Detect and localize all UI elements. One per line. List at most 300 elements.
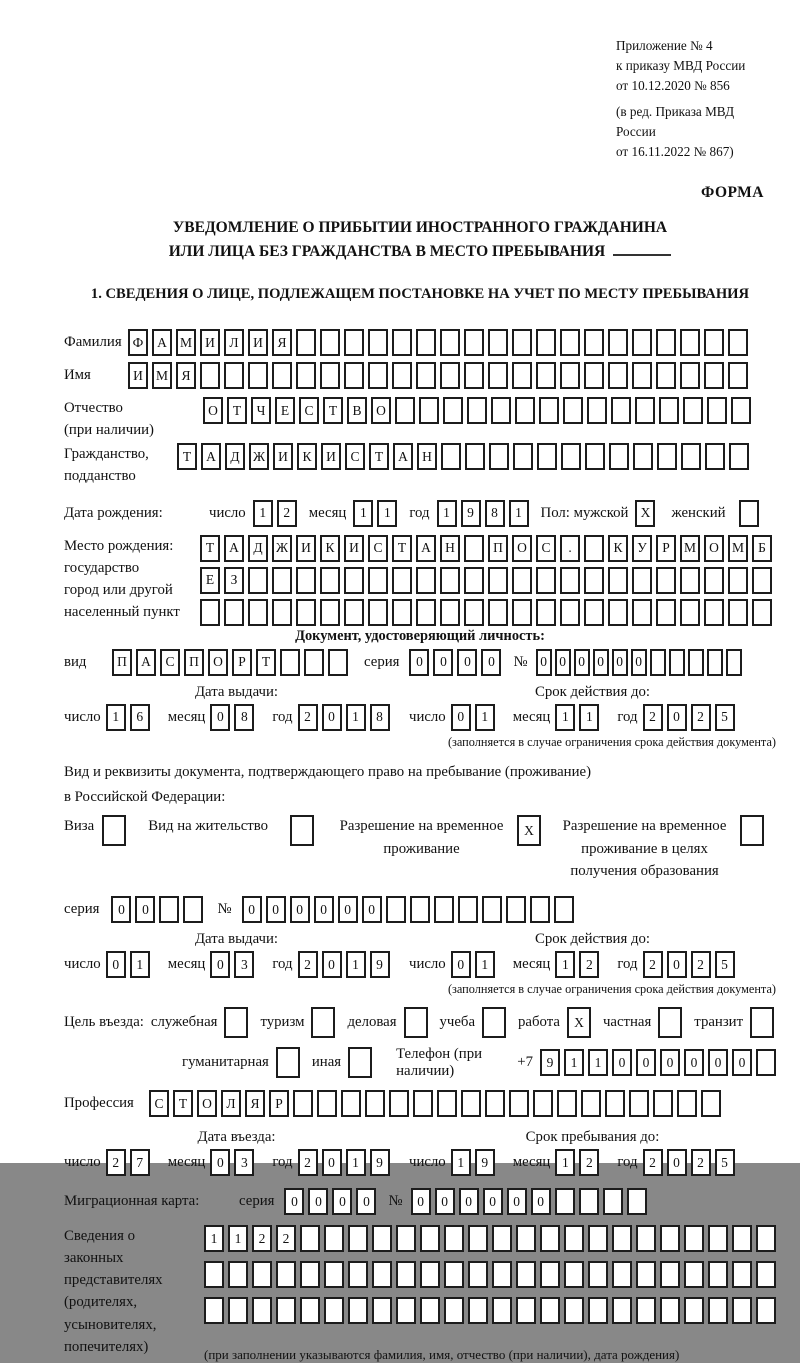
char-box[interactable]: 2 — [691, 951, 711, 978]
char-box[interactable]: 1 — [475, 704, 495, 731]
char-box[interactable] — [248, 567, 268, 594]
char-box[interactable]: 2 — [579, 1149, 599, 1176]
char-box[interactable]: 1 — [346, 951, 366, 978]
char-box[interactable] — [348, 1225, 368, 1252]
char-box[interactable] — [516, 1297, 536, 1324]
char-box[interactable] — [488, 567, 508, 594]
char-box[interactable] — [276, 1297, 296, 1324]
char-box[interactable]: Ч — [251, 397, 271, 424]
char-box[interactable] — [536, 567, 556, 594]
char-box[interactable]: И — [128, 362, 148, 389]
checkbox[interactable] — [290, 815, 314, 846]
char-box[interactable] — [608, 567, 628, 594]
char-box[interactable] — [581, 1090, 601, 1117]
char-box[interactable] — [395, 397, 415, 424]
char-box[interactable] — [540, 1297, 560, 1324]
char-box[interactable]: 0 — [284, 1188, 304, 1215]
char-box[interactable]: М — [152, 362, 172, 389]
char-box[interactable] — [660, 1297, 680, 1324]
char-box[interactable] — [293, 1090, 313, 1117]
char-box[interactable]: 8 — [370, 704, 390, 731]
char-box[interactable] — [681, 443, 701, 470]
char-box[interactable] — [584, 567, 604, 594]
char-box[interactable]: 6 — [130, 704, 150, 731]
char-box[interactable] — [228, 1261, 248, 1288]
char-box[interactable] — [159, 896, 179, 923]
char-box[interactable] — [492, 1297, 512, 1324]
char-box[interactable] — [688, 649, 704, 676]
char-box[interactable]: 9 — [370, 1149, 390, 1176]
char-box[interactable] — [348, 1297, 368, 1324]
char-box[interactable]: А — [152, 329, 172, 356]
char-box[interactable]: 1 — [106, 704, 126, 731]
char-box[interactable]: 2 — [643, 951, 663, 978]
char-box[interactable]: 0 — [210, 951, 230, 978]
char-box[interactable]: 2 — [298, 1149, 318, 1176]
char-box[interactable] — [300, 1261, 320, 1288]
char-box[interactable]: 0 — [555, 649, 571, 676]
char-box[interactable] — [324, 1297, 344, 1324]
char-box[interactable]: 3 — [234, 1149, 254, 1176]
char-box[interactable]: Р — [656, 535, 676, 562]
char-box[interactable] — [636, 1261, 656, 1288]
char-box[interactable] — [276, 1261, 296, 1288]
char-box[interactable]: 0 — [593, 649, 609, 676]
char-box[interactable] — [272, 567, 292, 594]
char-box[interactable]: 0 — [242, 896, 262, 923]
char-box[interactable]: 0 — [684, 1049, 704, 1076]
char-box[interactable]: 0 — [459, 1188, 479, 1215]
char-box[interactable] — [320, 329, 340, 356]
char-box[interactable] — [728, 362, 748, 389]
char-box[interactable] — [300, 1297, 320, 1324]
char-box[interactable] — [392, 599, 412, 626]
char-box[interactable] — [444, 1225, 464, 1252]
char-box[interactable] — [657, 443, 677, 470]
char-box[interactable] — [540, 1225, 560, 1252]
char-box[interactable] — [465, 443, 485, 470]
char-box[interactable] — [564, 1297, 584, 1324]
char-box[interactable]: 1 — [555, 704, 575, 731]
char-box[interactable]: Л — [221, 1090, 241, 1117]
char-box[interactable] — [204, 1297, 224, 1324]
char-box[interactable]: . — [560, 535, 580, 562]
char-box[interactable] — [680, 567, 700, 594]
checkbox[interactable] — [740, 815, 764, 846]
char-box[interactable] — [728, 329, 748, 356]
char-box[interactable] — [704, 567, 724, 594]
char-box[interactable] — [609, 443, 629, 470]
char-box[interactable]: 0 — [451, 704, 471, 731]
char-box[interactable] — [464, 329, 484, 356]
char-box[interactable]: Т — [369, 443, 389, 470]
char-box[interactable]: О — [197, 1090, 217, 1117]
char-box[interactable] — [564, 1261, 584, 1288]
char-box[interactable] — [468, 1225, 488, 1252]
char-box[interactable] — [461, 1090, 481, 1117]
char-box[interactable] — [416, 362, 436, 389]
char-box[interactable] — [707, 649, 723, 676]
char-box[interactable] — [659, 397, 679, 424]
char-box[interactable] — [506, 896, 526, 923]
char-box[interactable] — [705, 443, 725, 470]
char-box[interactable] — [443, 397, 463, 424]
char-box[interactable]: 2 — [691, 704, 711, 731]
char-box[interactable] — [344, 362, 364, 389]
char-box[interactable] — [228, 1297, 248, 1324]
checkbox[interactable] — [224, 1007, 248, 1038]
char-box[interactable]: Т — [256, 649, 276, 676]
char-box[interactable]: Н — [440, 535, 460, 562]
char-box[interactable] — [464, 599, 484, 626]
char-box[interactable] — [728, 567, 748, 594]
checkbox[interactable] — [348, 1047, 372, 1078]
char-box[interactable] — [468, 1297, 488, 1324]
char-box[interactable] — [420, 1261, 440, 1288]
char-box[interactable]: 0 — [636, 1049, 656, 1076]
char-box[interactable] — [732, 1297, 752, 1324]
char-box[interactable]: И — [248, 329, 268, 356]
char-box[interactable] — [348, 1261, 368, 1288]
char-box[interactable] — [629, 1090, 649, 1117]
char-box[interactable]: 0 — [507, 1188, 527, 1215]
char-box[interactable]: 5 — [715, 1149, 735, 1176]
char-box[interactable] — [533, 1090, 553, 1117]
char-box[interactable]: 0 — [660, 1049, 680, 1076]
checkbox[interactable] — [404, 1007, 428, 1038]
char-box[interactable] — [536, 362, 556, 389]
checkbox[interactable] — [482, 1007, 506, 1038]
char-box[interactable] — [653, 1090, 673, 1117]
char-box[interactable] — [464, 362, 484, 389]
char-box[interactable]: Е — [275, 397, 295, 424]
char-box[interactable] — [328, 649, 348, 676]
char-box[interactable] — [537, 443, 557, 470]
char-box[interactable]: А — [224, 535, 244, 562]
char-box[interactable] — [272, 599, 292, 626]
char-box[interactable] — [396, 1297, 416, 1324]
char-box[interactable] — [512, 362, 532, 389]
char-box[interactable]: 1 — [130, 951, 150, 978]
char-box[interactable]: С — [160, 649, 180, 676]
char-box[interactable]: У — [632, 535, 652, 562]
char-box[interactable]: 2 — [252, 1225, 272, 1252]
char-box[interactable] — [252, 1261, 272, 1288]
char-box[interactable]: 1 — [353, 500, 373, 527]
checkbox[interactable]: X — [567, 1007, 591, 1038]
char-box[interactable]: А — [201, 443, 221, 470]
char-box[interactable]: 7 — [130, 1149, 150, 1176]
char-box[interactable]: 1 — [451, 1149, 471, 1176]
char-box[interactable] — [396, 1261, 416, 1288]
char-box[interactable] — [563, 397, 583, 424]
char-box[interactable]: С — [345, 443, 365, 470]
char-box[interactable] — [728, 599, 748, 626]
char-box[interactable]: 1 — [475, 951, 495, 978]
char-box[interactable] — [324, 1261, 344, 1288]
char-box[interactable] — [560, 362, 580, 389]
char-box[interactable]: Т — [227, 397, 247, 424]
char-box[interactable] — [489, 443, 509, 470]
char-box[interactable]: В — [347, 397, 367, 424]
char-box[interactable] — [280, 649, 300, 676]
char-box[interactable] — [488, 329, 508, 356]
char-box[interactable]: 0 — [322, 1149, 342, 1176]
char-box[interactable] — [584, 362, 604, 389]
char-box[interactable]: О — [512, 535, 532, 562]
checkbox[interactable] — [750, 1007, 774, 1038]
char-box[interactable] — [296, 329, 316, 356]
char-box[interactable]: Ф — [128, 329, 148, 356]
char-box[interactable]: Т — [173, 1090, 193, 1117]
char-box[interactable]: 1 — [555, 1149, 575, 1176]
char-box[interactable] — [656, 362, 676, 389]
char-box[interactable]: 8 — [485, 500, 505, 527]
char-box[interactable]: К — [297, 443, 317, 470]
char-box[interactable]: 2 — [298, 951, 318, 978]
checkbox[interactable]: X — [635, 500, 655, 527]
char-box[interactable]: Т — [392, 535, 412, 562]
char-box[interactable]: А — [416, 535, 436, 562]
char-box[interactable] — [726, 649, 742, 676]
char-box[interactable] — [300, 1225, 320, 1252]
char-box[interactable] — [464, 535, 484, 562]
char-box[interactable]: 0 — [612, 1049, 632, 1076]
char-box[interactable]: Р — [232, 649, 252, 676]
char-box[interactable]: 0 — [708, 1049, 728, 1076]
char-box[interactable] — [419, 397, 439, 424]
char-box[interactable]: К — [608, 535, 628, 562]
char-box[interactable] — [584, 599, 604, 626]
char-box[interactable]: М — [728, 535, 748, 562]
char-box[interactable]: Р — [269, 1090, 289, 1117]
char-box[interactable]: 2 — [643, 1149, 663, 1176]
char-box[interactable] — [372, 1225, 392, 1252]
char-box[interactable] — [585, 443, 605, 470]
char-box[interactable] — [368, 362, 388, 389]
char-box[interactable] — [669, 649, 685, 676]
char-box[interactable] — [420, 1225, 440, 1252]
char-box[interactable] — [554, 896, 574, 923]
char-box[interactable]: Я — [245, 1090, 265, 1117]
char-box[interactable]: 9 — [461, 500, 481, 527]
char-box[interactable]: С — [368, 535, 388, 562]
char-box[interactable] — [515, 397, 535, 424]
char-box[interactable] — [579, 1188, 599, 1215]
checkbox[interactable] — [311, 1007, 335, 1038]
char-box[interactable] — [536, 329, 556, 356]
char-box[interactable] — [587, 397, 607, 424]
char-box[interactable] — [732, 1261, 752, 1288]
char-box[interactable] — [344, 599, 364, 626]
char-box[interactable]: 1 — [228, 1225, 248, 1252]
char-box[interactable] — [468, 1261, 488, 1288]
char-box[interactable] — [632, 567, 652, 594]
char-box[interactable]: 0 — [667, 704, 687, 731]
char-box[interactable]: 0 — [433, 649, 453, 676]
char-box[interactable] — [389, 1090, 409, 1117]
char-box[interactable] — [248, 362, 268, 389]
char-box[interactable] — [684, 1297, 704, 1324]
char-box[interactable] — [536, 599, 556, 626]
char-box[interactable] — [708, 1225, 728, 1252]
char-box[interactable]: 5 — [715, 951, 735, 978]
char-box[interactable]: 0 — [322, 704, 342, 731]
char-box[interactable]: 0 — [322, 951, 342, 978]
char-box[interactable] — [656, 567, 676, 594]
char-box[interactable] — [632, 362, 652, 389]
char-box[interactable] — [588, 1261, 608, 1288]
char-box[interactable]: 9 — [370, 951, 390, 978]
char-box[interactable]: Я — [272, 329, 292, 356]
char-box[interactable] — [512, 599, 532, 626]
char-box[interactable]: 0 — [111, 896, 131, 923]
char-box[interactable]: Т — [200, 535, 220, 562]
char-box[interactable]: 0 — [457, 649, 477, 676]
char-box[interactable] — [660, 1261, 680, 1288]
char-box[interactable] — [608, 362, 628, 389]
char-box[interactable] — [564, 1225, 584, 1252]
char-box[interactable] — [650, 649, 666, 676]
char-box[interactable] — [272, 362, 292, 389]
char-box[interactable] — [183, 896, 203, 923]
char-box[interactable]: И — [296, 535, 316, 562]
char-box[interactable]: Л — [224, 329, 244, 356]
char-box[interactable]: З — [224, 567, 244, 594]
char-box[interactable] — [372, 1261, 392, 1288]
char-box[interactable]: 0 — [308, 1188, 328, 1215]
char-box[interactable] — [317, 1090, 337, 1117]
char-box[interactable] — [441, 443, 461, 470]
char-box[interactable] — [612, 1261, 632, 1288]
char-box[interactable]: М — [176, 329, 196, 356]
char-box[interactable] — [248, 599, 268, 626]
char-box[interactable] — [677, 1090, 697, 1117]
char-box[interactable] — [588, 1297, 608, 1324]
char-box[interactable] — [680, 362, 700, 389]
char-box[interactable] — [605, 1090, 625, 1117]
char-box[interactable] — [440, 329, 460, 356]
char-box[interactable]: О — [208, 649, 228, 676]
char-box[interactable] — [611, 397, 631, 424]
char-box[interactable]: 0 — [631, 649, 647, 676]
char-box[interactable]: 0 — [409, 649, 429, 676]
char-box[interactable] — [560, 599, 580, 626]
char-box[interactable]: 0 — [290, 896, 310, 923]
char-box[interactable]: И — [344, 535, 364, 562]
char-box[interactable] — [444, 1297, 464, 1324]
char-box[interactable]: Я — [176, 362, 196, 389]
checkbox[interactable]: X — [517, 815, 541, 846]
char-box[interactable] — [513, 443, 533, 470]
char-box[interactable] — [539, 397, 559, 424]
char-box[interactable]: М — [680, 535, 700, 562]
char-box[interactable]: 0 — [356, 1188, 376, 1215]
char-box[interactable] — [756, 1261, 776, 1288]
char-box[interactable] — [320, 599, 340, 626]
char-box[interactable] — [464, 567, 484, 594]
char-box[interactable] — [729, 443, 749, 470]
char-box[interactable]: Д — [225, 443, 245, 470]
char-box[interactable] — [324, 1225, 344, 1252]
char-box[interactable] — [560, 567, 580, 594]
char-box[interactable] — [516, 1261, 536, 1288]
char-box[interactable] — [492, 1261, 512, 1288]
char-box[interactable]: Ж — [249, 443, 269, 470]
char-box[interactable] — [516, 1225, 536, 1252]
char-box[interactable] — [440, 567, 460, 594]
char-box[interactable] — [756, 1225, 776, 1252]
char-box[interactable] — [512, 567, 532, 594]
char-box[interactable]: 0 — [135, 896, 155, 923]
char-box[interactable] — [584, 329, 604, 356]
char-box[interactable] — [392, 329, 412, 356]
char-box[interactable]: 1 — [509, 500, 529, 527]
char-box[interactable]: 9 — [540, 1049, 560, 1076]
checkbox[interactable] — [739, 500, 759, 527]
char-box[interactable] — [633, 443, 653, 470]
char-box[interactable]: Б — [752, 535, 772, 562]
char-box[interactable] — [296, 599, 316, 626]
char-box[interactable] — [540, 1261, 560, 1288]
char-box[interactable]: 0 — [106, 951, 126, 978]
char-box[interactable] — [296, 362, 316, 389]
char-box[interactable]: 0 — [536, 649, 552, 676]
char-box[interactable]: А — [136, 649, 156, 676]
char-box[interactable]: 0 — [481, 649, 501, 676]
char-box[interactable]: 1 — [346, 704, 366, 731]
char-box[interactable]: 1 — [588, 1049, 608, 1076]
char-box[interactable] — [458, 896, 478, 923]
char-box[interactable]: 1 — [437, 500, 457, 527]
char-box[interactable] — [656, 329, 676, 356]
char-box[interactable] — [200, 362, 220, 389]
char-box[interactable] — [416, 567, 436, 594]
char-box[interactable]: 1 — [377, 500, 397, 527]
char-box[interactable] — [752, 567, 772, 594]
char-box[interactable] — [756, 1049, 776, 1076]
char-box[interactable]: 0 — [574, 649, 590, 676]
char-box[interactable]: 8 — [234, 704, 254, 731]
char-box[interactable]: 0 — [266, 896, 286, 923]
char-box[interactable] — [756, 1297, 776, 1324]
char-box[interactable] — [701, 1090, 721, 1117]
char-box[interactable]: Т — [323, 397, 343, 424]
char-box[interactable] — [557, 1090, 577, 1117]
char-box[interactable] — [708, 1261, 728, 1288]
char-box[interactable] — [434, 896, 454, 923]
char-box[interactable] — [656, 599, 676, 626]
char-box[interactable] — [612, 1225, 632, 1252]
char-box[interactable] — [627, 1188, 647, 1215]
char-box[interactable] — [467, 397, 487, 424]
char-box[interactable] — [437, 1090, 457, 1117]
char-box[interactable]: 1 — [346, 1149, 366, 1176]
char-box[interactable]: 1 — [564, 1049, 584, 1076]
char-box[interactable] — [561, 443, 581, 470]
char-box[interactable] — [612, 1297, 632, 1324]
char-box[interactable]: 0 — [332, 1188, 352, 1215]
char-box[interactable]: О — [371, 397, 391, 424]
char-box[interactable] — [608, 599, 628, 626]
checkbox[interactable] — [658, 1007, 682, 1038]
char-box[interactable] — [635, 397, 655, 424]
char-box[interactable]: 0 — [732, 1049, 752, 1076]
char-box[interactable] — [341, 1090, 361, 1117]
char-box[interactable]: И — [321, 443, 341, 470]
char-box[interactable] — [392, 567, 412, 594]
char-box[interactable] — [584, 535, 604, 562]
